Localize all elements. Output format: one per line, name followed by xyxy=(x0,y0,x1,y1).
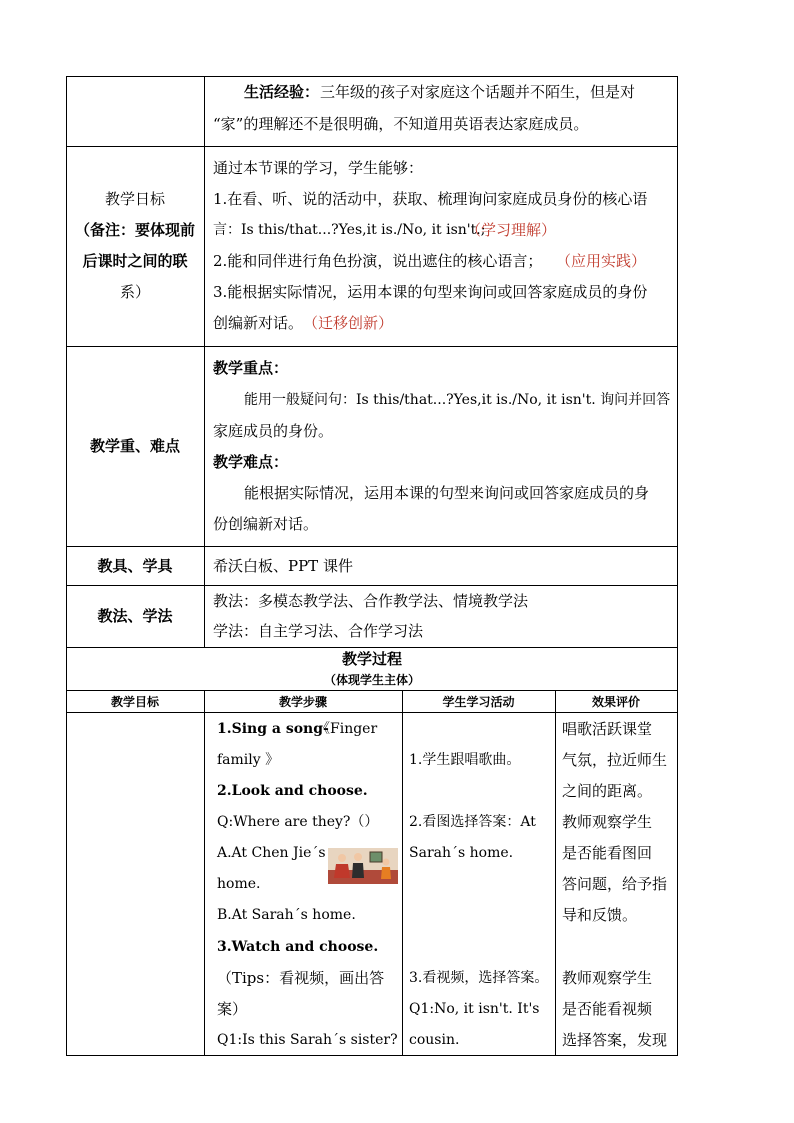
row-divider-3 xyxy=(66,546,678,547)
column-header-steps: 教学步骤 xyxy=(278,695,327,709)
evaluation-line-4: 教师观察学生 xyxy=(562,813,653,831)
key-points-label: 教学重、难点 xyxy=(89,437,180,455)
table-border-right xyxy=(677,76,678,1056)
activity-2-cont: Sarah´s home. xyxy=(409,845,514,861)
evaluation-line-9: 是否能看视频 xyxy=(562,1000,653,1018)
key-points-line2: 家庭成员的身份。 xyxy=(213,422,334,440)
step-3-tips-cont: 案） xyxy=(217,1000,248,1018)
table-divider-label xyxy=(204,76,205,647)
table-border-bottom xyxy=(66,1055,678,1056)
goal-2-tag: （应用实践） xyxy=(556,252,647,270)
evaluation-line-1: 唱歌活跃课堂 xyxy=(562,720,653,738)
key-points-line1: 能用一般疑问句：Is this/that...?Yes,it is./No, it isn't. 询问并回答 xyxy=(244,392,671,408)
difficult-points-line2: 份创编新对话。 xyxy=(213,515,319,533)
step-1-title: 1.Sing a song- xyxy=(217,721,329,737)
activity-3-answer-cont: cousin. xyxy=(409,1032,460,1048)
tools-label: 教具、学具 xyxy=(97,557,173,575)
difficult-points-line1: 能根据实际情况，运用本课的句型来询问或回答家庭成员的身 xyxy=(244,484,650,502)
goals-label-2: （备注：要体现前 xyxy=(74,221,195,239)
life-experience-line2: “家”的理解还不是很明确，不知道用英语表达家庭成员。 xyxy=(213,115,589,133)
row-divider-2 xyxy=(66,346,678,347)
column-header-evaluation: 效果评价 xyxy=(591,695,640,709)
table-divider-col2 xyxy=(402,690,403,1056)
column-header-goal: 教学目标 xyxy=(110,695,159,709)
column-header-activities: 学生学习活动 xyxy=(442,695,515,709)
activity-1: 1.学生跟唱歌曲。 xyxy=(409,752,521,768)
step-1-song-cont: family 》 xyxy=(217,752,280,768)
step-2-option-a-cont: home. xyxy=(217,876,261,892)
step-3-tips: （Tips：看视频，画出答 xyxy=(217,969,385,987)
evaluation-line-7: 导和反馈。 xyxy=(562,906,638,924)
activity-2: 2.看图选择答案：At xyxy=(409,814,536,830)
goals-intro: 通过本节课的学习，学生能够： xyxy=(213,159,424,177)
activity-3-answer: Q1:No, it isn't. It's xyxy=(409,1001,540,1017)
step-1-song: 《Finger xyxy=(316,721,378,737)
row-divider-5 xyxy=(66,647,678,648)
table-divider-col1 xyxy=(204,690,205,1056)
goal-3-line2: 创编新对话。 xyxy=(213,314,304,332)
step-2-option-a: A.At Chen Jie´s xyxy=(217,845,326,861)
learning-methods: 学法：自主学习法、合作学习法 xyxy=(213,622,424,640)
evaluation-line-5: 是否能看图回 xyxy=(562,844,653,862)
life-experience-line1: 三年级的孩子对家庭这个话题并不陌生，但是对 xyxy=(320,83,636,101)
table-divider-col3 xyxy=(555,690,556,1056)
evaluation-line-2: 气氛，拉近师生 xyxy=(562,751,668,769)
step-2-title: 2.Look and choose. xyxy=(217,783,368,799)
row-divider-7 xyxy=(66,712,678,713)
goals-label-3: 后课时之间的联 xyxy=(82,252,188,270)
difficult-points-title: 教学难点： xyxy=(213,453,289,471)
process-subtitle: （体现学生主体） xyxy=(323,673,420,687)
teaching-methods: 教法：多模态教学法、合作教学法、情境教学法 xyxy=(213,592,529,610)
goal-2-line: 2.能和同伴进行角色扮演，说出遮住的核心语言； xyxy=(213,252,543,270)
goal-1-line1: 1.在看、听、说的活动中，获取、梳理询问家庭成员身份的核心语 xyxy=(213,190,648,208)
tools-value: 希沃白板、PPT 课件 xyxy=(213,557,353,575)
evaluation-line-8: 教师观察学生 xyxy=(562,969,653,987)
life-experience-label: 生活经验： xyxy=(244,83,320,101)
activity-3: 3.看视频，选择答案。 xyxy=(409,970,549,986)
evaluation-line-10: 选择答案，发现 xyxy=(562,1031,668,1049)
row-divider-1 xyxy=(66,146,678,147)
evaluation-line-6: 答问题，给予指 xyxy=(562,875,668,893)
step-3-question-1: Q1:Is this Sarah´s sister? xyxy=(217,1032,398,1048)
row-divider-4 xyxy=(66,585,678,586)
step-3-title: 3.Watch and choose. xyxy=(217,939,379,955)
process-title: 教学过程 xyxy=(341,650,402,668)
goal-1-line2: 言：Is this/that...?Yes,it is./No, it isn't.; xyxy=(213,222,486,238)
step-2-question: Q:Where are they?（） xyxy=(217,814,379,830)
step-2-option-b: B.At Sarah´s home. xyxy=(217,907,356,923)
goals-label-1: 教学日标 xyxy=(104,190,165,208)
evaluation-line-3: 之间的距离。 xyxy=(562,782,653,800)
methods-label: 教法、学法 xyxy=(97,607,173,625)
row-divider-6 xyxy=(66,690,678,691)
goals-label-4: 系） xyxy=(119,283,150,301)
goal-1-tag: （学习理解） xyxy=(466,221,557,239)
goal-3-tag: （迁移创新） xyxy=(303,314,394,332)
family-picture-image xyxy=(328,848,398,884)
goal-3-line1: 3.能根据实际情况，运用本课的句型来询问或回答家庭成员的身份 xyxy=(213,283,648,301)
table-border-top xyxy=(66,76,678,77)
key-points-title: 教学重点： xyxy=(213,359,289,377)
